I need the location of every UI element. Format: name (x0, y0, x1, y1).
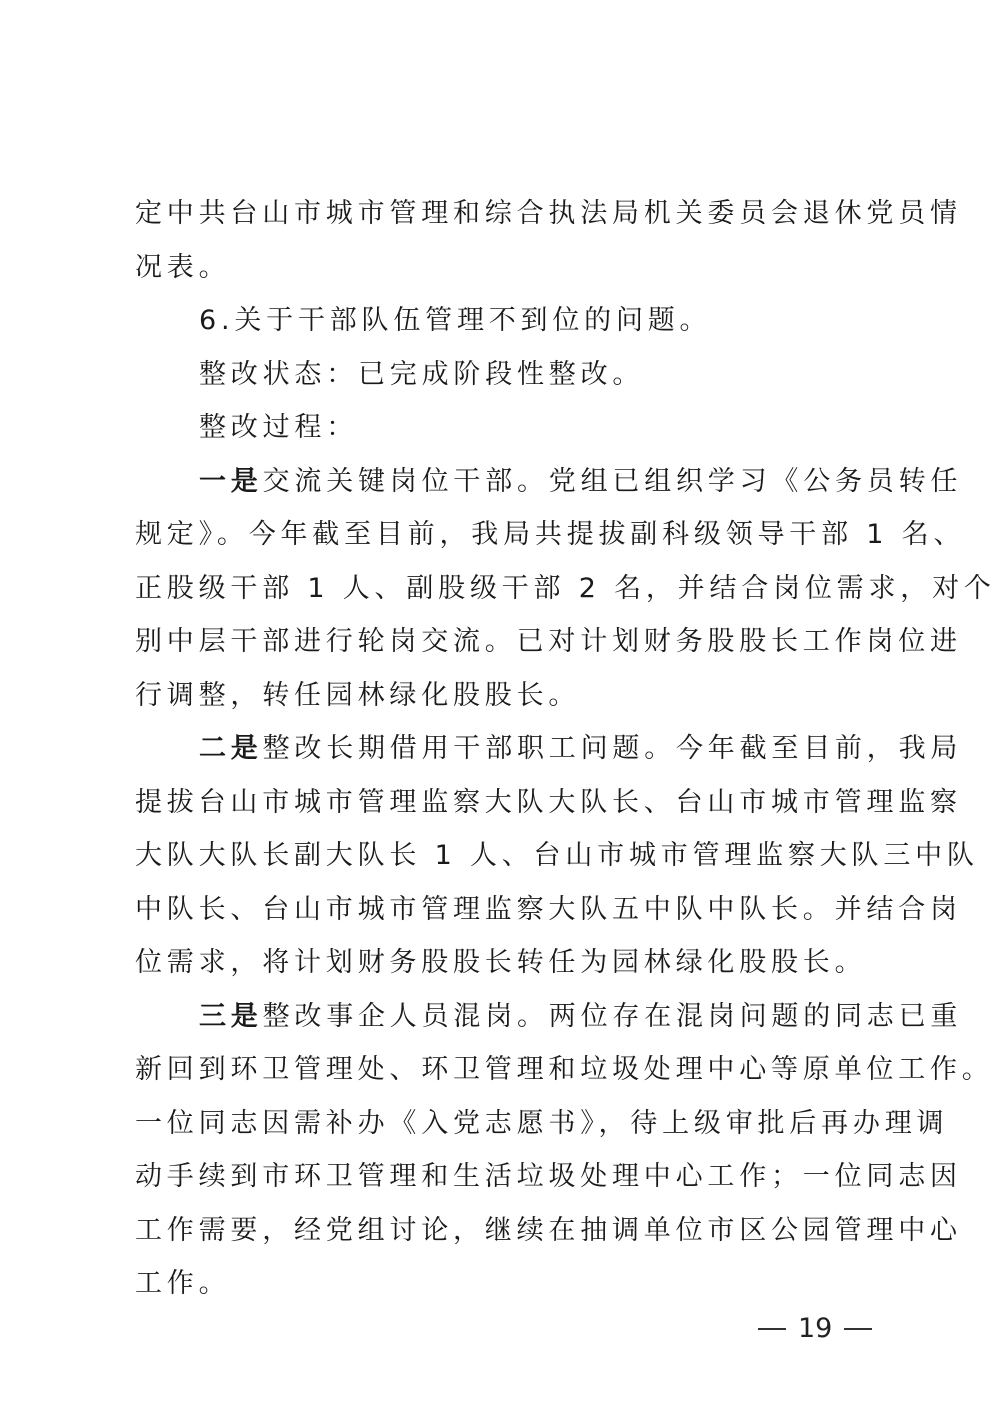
text-line: 行调整，转任园林绿化股股长。 (135, 679, 581, 711)
text-line: 规定》。今年截至目前，我局共提拔副科级领导干部 1 名、 (135, 519, 966, 550)
document-body (135, 196, 996, 1320)
paragraph-first-line (135, 731, 963, 785)
paragraph-text: 交流关键岗位干部。党组已组织学习《公务员转任 (262, 465, 963, 497)
paragraph-text: 整改事企人员混岗。两位存在混岗问题的同志已重 (262, 1000, 963, 1032)
text-line: 定中共台山市城市管理和综合执法局机关委员会退休党员情 (135, 198, 962, 229)
text-line: 中队长、台山市城市管理监察大队五中队中队长。并结合岗 (135, 893, 962, 925)
text-line: 提拔台山市城市管理监察大队大队长、台山市城市管理监察 (135, 786, 962, 818)
text-line: 新回到环卫管理处、环卫管理和垃圾处理中心等原单位工作。 (135, 1054, 994, 1085)
text-line: 别中层干部进行轮岗交流。已对计划财务股股长工作岗位进 (135, 626, 962, 657)
rectification-process-label: 整改过程： (199, 412, 358, 443)
page-number: 19 (798, 1313, 833, 1344)
dash-right (844, 1328, 872, 1330)
text-line: 大队大队长副大队长 1 人、台山市城市管理监察大队三中队 (135, 840, 979, 871)
text-line: 正股级干部 1 人、副股级干部 2 名，并结合岗位需求，对个 (135, 572, 996, 604)
rectification-status: 整改状态：已完成阶段性整改。 (199, 358, 645, 390)
page-footer (758, 1313, 872, 1344)
text-line: 一位同志因需补办《入党志愿书》，待上级审批后再办理调 (135, 1107, 949, 1139)
paragraph-first-line (135, 464, 963, 518)
dash-left (758, 1328, 786, 1330)
text-line: 工作。 (135, 1268, 231, 1299)
text-line: 位需求，将计划财务股股长转任为园林绿化股股长。 (135, 947, 867, 978)
text-line: 动手续到市环卫管理和生活垃圾处理中心工作；一位同志因 (135, 1161, 962, 1192)
paragraph-lead: 三是 (199, 1000, 263, 1032)
paragraph-first-line (135, 999, 963, 1053)
paragraph-lead: 一是 (199, 465, 263, 497)
text-line: 况表。 (135, 251, 231, 283)
section-heading: 6.关于干部队伍管理不到位的问题。 (199, 305, 712, 336)
paragraph-lead: 二是 (199, 733, 263, 764)
text-line: 工作需要，经党组讨论，继续在抽调单位市区公园管理中心 (135, 1214, 962, 1246)
paragraph-text: 整改长期借用干部职工问题。今年截至目前，我局 (262, 733, 963, 764)
